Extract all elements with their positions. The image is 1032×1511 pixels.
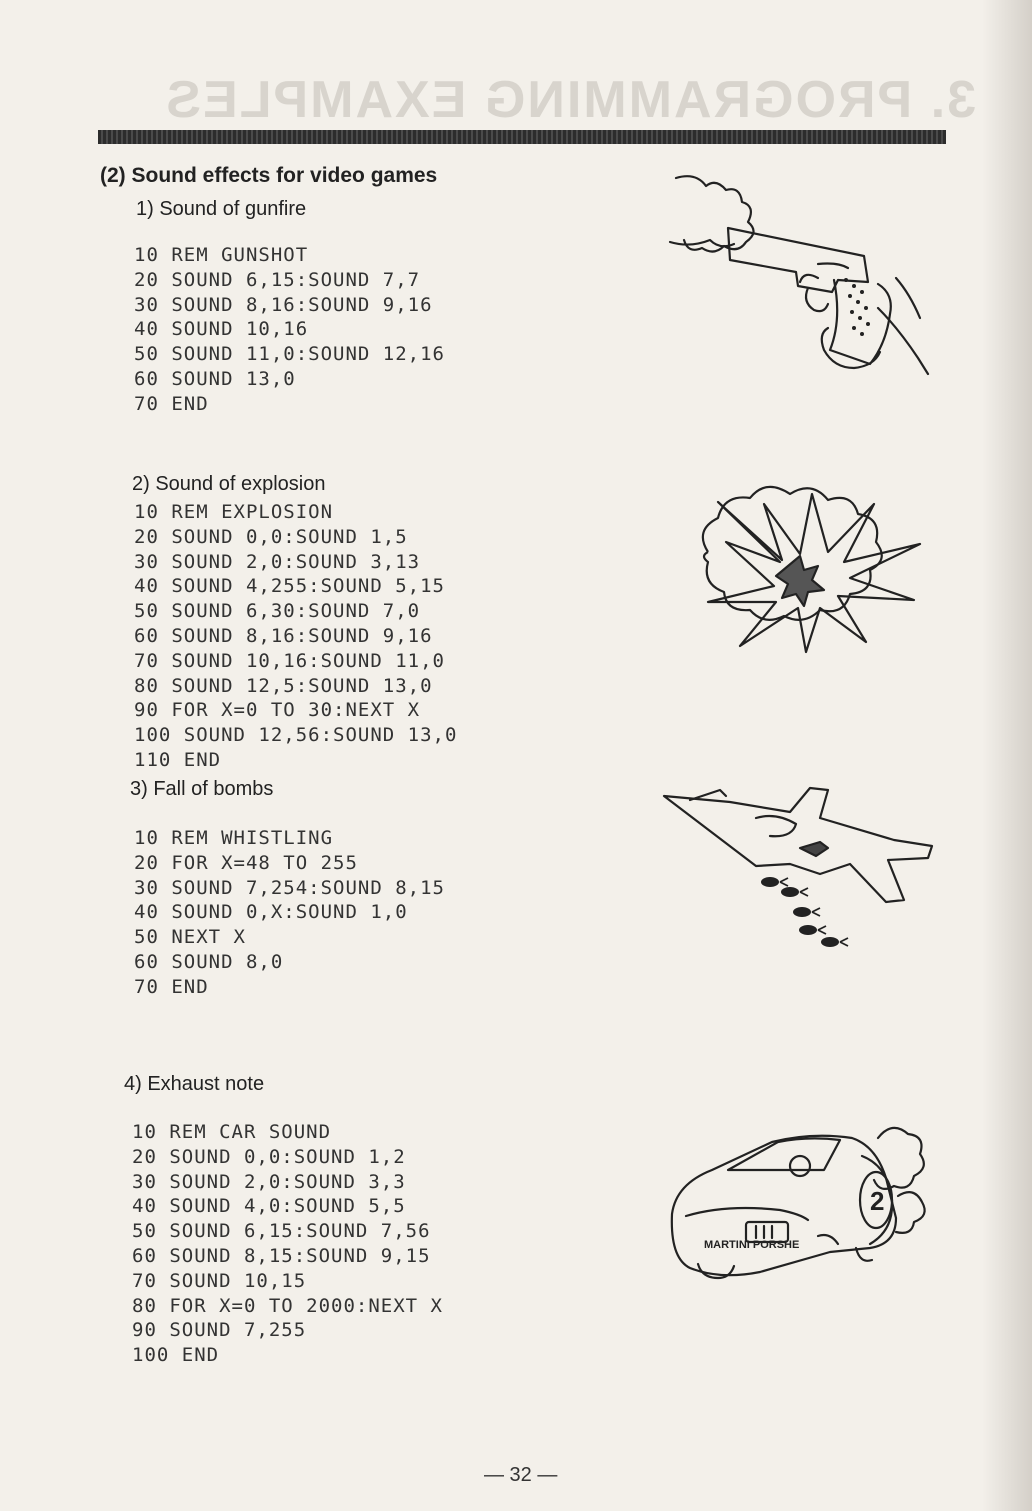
section-title: (2) Sound effects for video games [100, 164, 438, 187]
page-number: — 32 — [484, 1464, 558, 1486]
example-heading-bombs: 3) Fall of bombs [130, 778, 274, 800]
example-heading-exhaust: 4) Exhaust note [124, 1073, 265, 1095]
code-line: 10 REM GUNSHOT [134, 244, 309, 266]
example-heading-gunfire: 1) Sound of gunfire [136, 198, 307, 220]
code-listing-exhaust [132, 1120, 443, 1368]
header-rule [98, 130, 946, 144]
code-line: 20 SOUND 0,0:SOUND 1,5 [134, 525, 408, 548]
car-number: 2 [870, 1186, 885, 1216]
code-line: 40 SOUND 4,0:SOUND 5,5 [132, 1195, 406, 1218]
code-line: 40 SOUND 10,16 [134, 318, 309, 341]
code-line: 60 SOUND 8,0 [134, 950, 284, 973]
race-car-icon [668, 1116, 932, 1286]
code-line: 30 SOUND 2,0:SOUND 3,13 [134, 550, 421, 573]
code-listing-gunfire [134, 243, 445, 417]
code-line: 30 SOUND 2,0:SOUND 3,3 [132, 1170, 406, 1193]
code-line: 60 SOUND 8,15:SOUND 9,15 [132, 1244, 431, 1267]
bleed-through-header: 3. PROGRAMMING EXAMPLES [164, 71, 976, 129]
car-decal-text: MARTINI PORSHE [704, 1239, 800, 1251]
jet-dropping-bombs-icon [660, 778, 944, 958]
code-line: 70 END [134, 975, 209, 998]
code-line: 30 SOUND 8,16:SOUND 9,16 [134, 293, 433, 316]
example-heading-explosion: 2) Sound of explosion [132, 473, 326, 495]
code-line: 10 REM EXPLOSION [134, 501, 334, 523]
pistol-firing-icon [668, 168, 930, 388]
code-line: 110 END [134, 748, 222, 771]
code-line: 50 SOUND 6,15:SOUND 7,56 [132, 1220, 431, 1243]
code-line: 90 FOR X=0 TO 30:NEXT X [134, 699, 421, 722]
code-line: 80 SOUND 12,5:SOUND 13,0 [134, 674, 433, 697]
page-edge-shadow [982, 0, 1032, 1511]
code-line: 50 SOUND 6,30:SOUND 7,0 [134, 600, 421, 623]
code-line: 90 SOUND 7,255 [132, 1319, 307, 1342]
code-line: 100 END [132, 1344, 220, 1367]
code-line: 40 SOUND 0,X:SOUND 1,0 [134, 901, 408, 924]
code-line: 40 SOUND 4,255:SOUND 5,15 [134, 575, 445, 598]
code-line: 70 SOUND 10,16:SOUND 11,0 [134, 649, 445, 672]
code-line: 50 NEXT X [134, 926, 246, 949]
code-line: 60 SOUND 13,0 [134, 367, 296, 390]
code-line: 20 SOUND 0,0:SOUND 1,2 [132, 1145, 406, 1168]
code-line: 50 SOUND 11,0:SOUND 12,16 [134, 343, 445, 366]
code-line: 10 REM CAR SOUND [132, 1121, 332, 1143]
code-line: 70 END [134, 392, 209, 415]
code-line: 20 SOUND 6,15:SOUND 7,7 [134, 268, 421, 291]
code-line: 70 SOUND 10,15 [132, 1269, 307, 1292]
explosion-burst-icon [688, 482, 932, 662]
code-line: 60 SOUND 8,16:SOUND 9,16 [134, 624, 433, 647]
code-line: 20 FOR X=48 TO 255 [134, 851, 358, 874]
code-line: 100 SOUND 12,56:SOUND 13,0 [134, 724, 458, 747]
code-listing-bombs [134, 826, 445, 1000]
code-line: 80 FOR X=0 TO 2000:NEXT X [132, 1294, 443, 1317]
code-listing-explosion [134, 500, 457, 773]
code-line: 10 REM WHISTLING [134, 827, 334, 849]
code-line: 30 SOUND 7,254:SOUND 8,15 [134, 876, 445, 899]
